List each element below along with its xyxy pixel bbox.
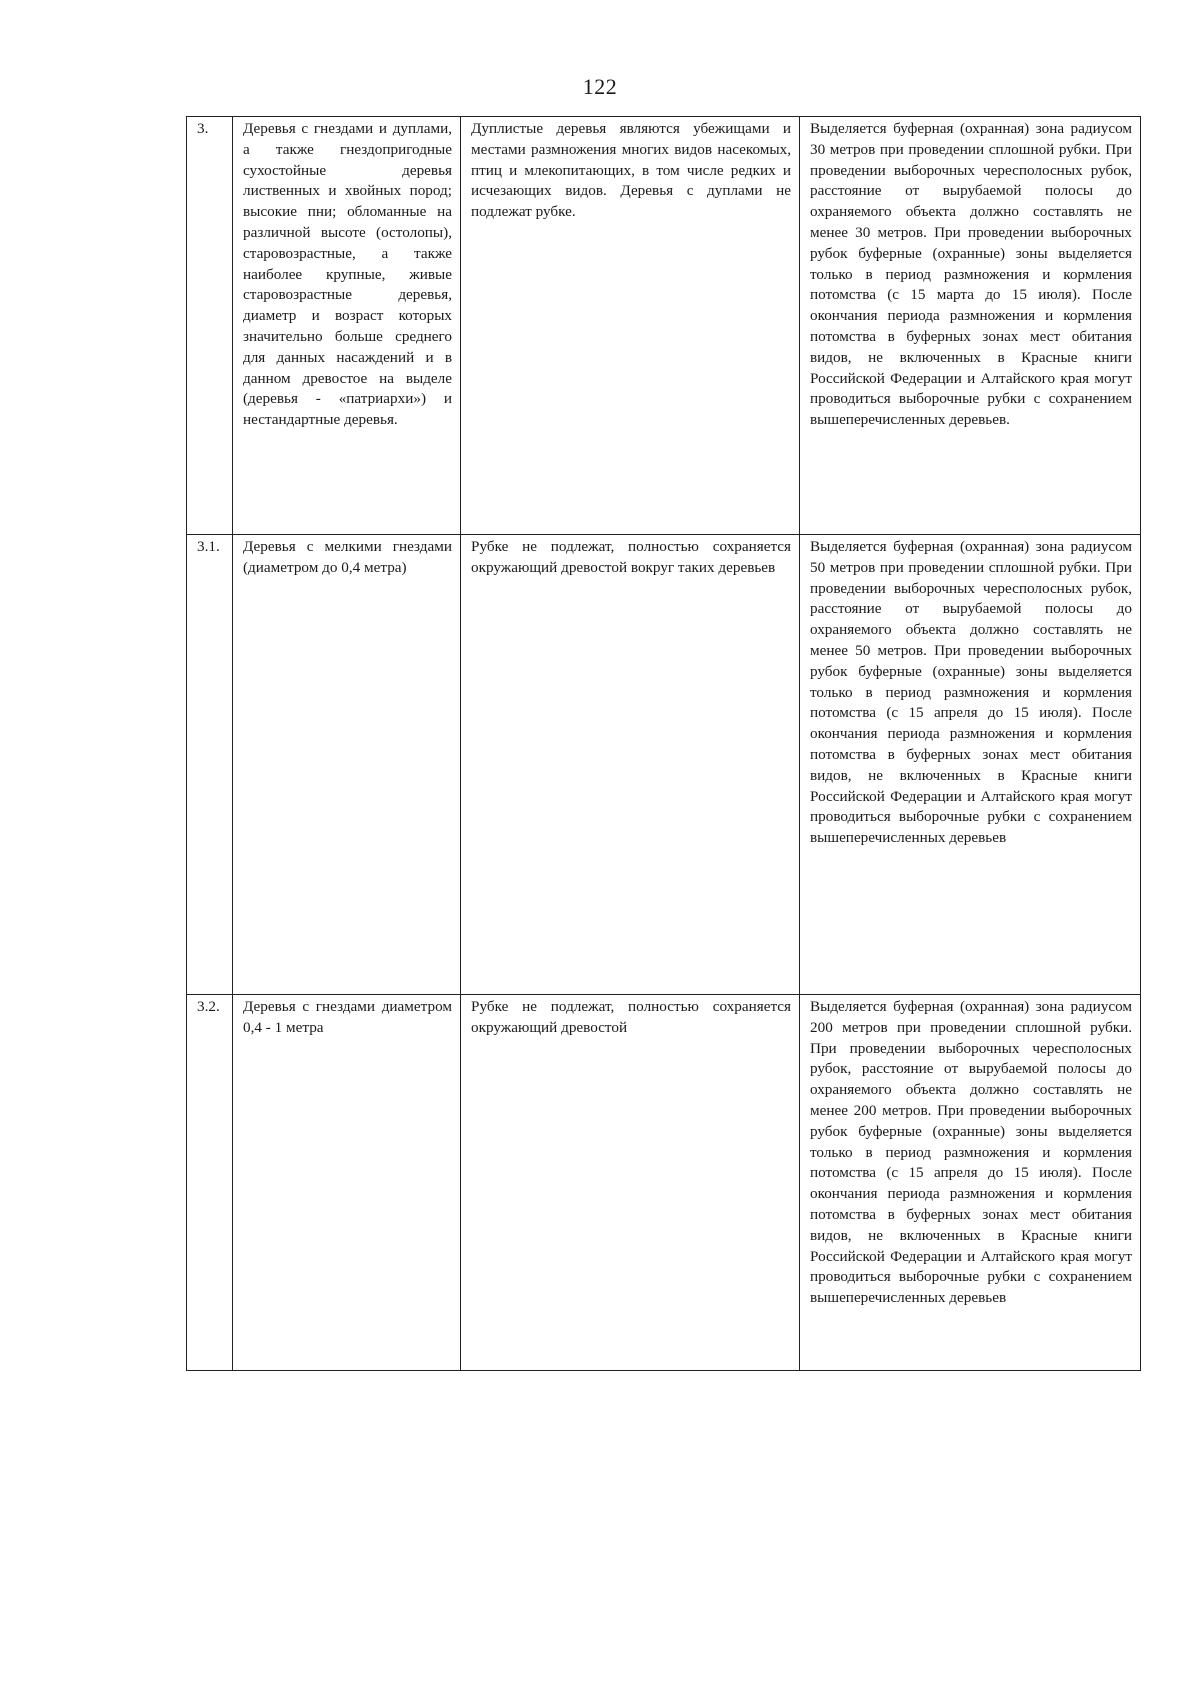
measures-cell: Выделяется буферная (охранная) зона радиусом 50 метров при проведении сплошной рубки. При проведении выборочных чересполосных рубок, расстояние от вырубаемой полосы до охраняемого объекта должно составлять не менее 50 метров. При проведении выборочных рубок буферные (охранные) зоны выделяется только в период размножения и кормления потомства (с 15 апреля до 15 июля). После окончания периода размножения и кормления потомства в буферных зонах мест обитания видов, не включенных в Красные книги Российской Федерации и Алтайского края могут проводиться выборочные рубки с сохранением вышеперечисленных деревьев <box>800 535 1141 995</box>
object-cell: Деревья с гнездами диаметром 0,4 - 1 метра <box>233 995 461 1371</box>
object-cell: Деревья с гнездами и дуплами, а также гнездопригодные сухостойные деревья лиственных и хвойных пород; высокие пни; обломанные на различной высоте (остолопы), старовозрастные, а также наиболее крупные, живые старовозрастные деревья, диаметр и возраст которых значительно больше среднего для данных насаждений и в данном древостое на выделе (деревья - «патриархи») и нестандартные деревья. <box>233 117 461 535</box>
description-cell: Дуплистые деревья являются убежищами и местами размножения многих видов насекомых, птиц и млекопитающих, в том числе редких и исчезающих видов. Деревья с дуплами не подлежат рубке. <box>461 117 800 535</box>
measures-cell: Выделяется буферная (охранная) зона радиусом 200 метров при проведении сплошной рубки. При проведении выборочных чересполосных рубок, расстояние от вырубаемой полосы до охраняемого объекта должно составлять не менее 200 метров. При проведении выборочных рубок буферные (охранные) зоны выделяется только в период размножения и кормления потомства (с 15 апреля до 15 июля). После окончания периода размножения и кормления потомства в буферных зонах мест обитания видов, не включенных в Красные книги Российской Федерации и Алтайского края могут проводиться выборочные рубки с сохранением вышеперечисленных деревьев <box>800 995 1141 1371</box>
table-row <box>187 995 1141 1371</box>
row-number: 3.2. <box>187 995 233 1371</box>
description-cell: Рубке не подлежат, полностью сохраняется окружающий древостой вокруг таких деревьев <box>461 535 800 995</box>
description-cell: Рубке не подлежат, полностью сохраняется окружающий древостой <box>461 995 800 1371</box>
protected-objects-table <box>186 116 1141 1371</box>
row-number: 3. <box>187 117 233 535</box>
table-row <box>187 535 1141 995</box>
table-row <box>187 117 1141 535</box>
object-cell: Деревья с мелкими гнездами (диаметром до 0,4 метра) <box>233 535 461 995</box>
measures-cell: Выделяется буферная (охранная) зона радиусом 30 метров при проведении сплошной рубки. При проведении выборочных чересполосных рубок, расстояние от вырубаемой полосы до охраняемого объекта должно составлять не менее 30 метров. При проведении выборочных рубок буферные (охранные) зоны выделяется только в период размножения и кормления потомства (с 15 марта до 15 июля). После окончания периода размножения и кормления потомства в буферных зонах мест обитания видов, не включенных в Красные книги Российской Федерации и Алтайского края могут проводиться выборочные рубки с сохранением вышеперечисленных деревьев. <box>800 117 1141 535</box>
page-number: 122 <box>582 74 618 99</box>
row-number: 3.1. <box>187 535 233 995</box>
